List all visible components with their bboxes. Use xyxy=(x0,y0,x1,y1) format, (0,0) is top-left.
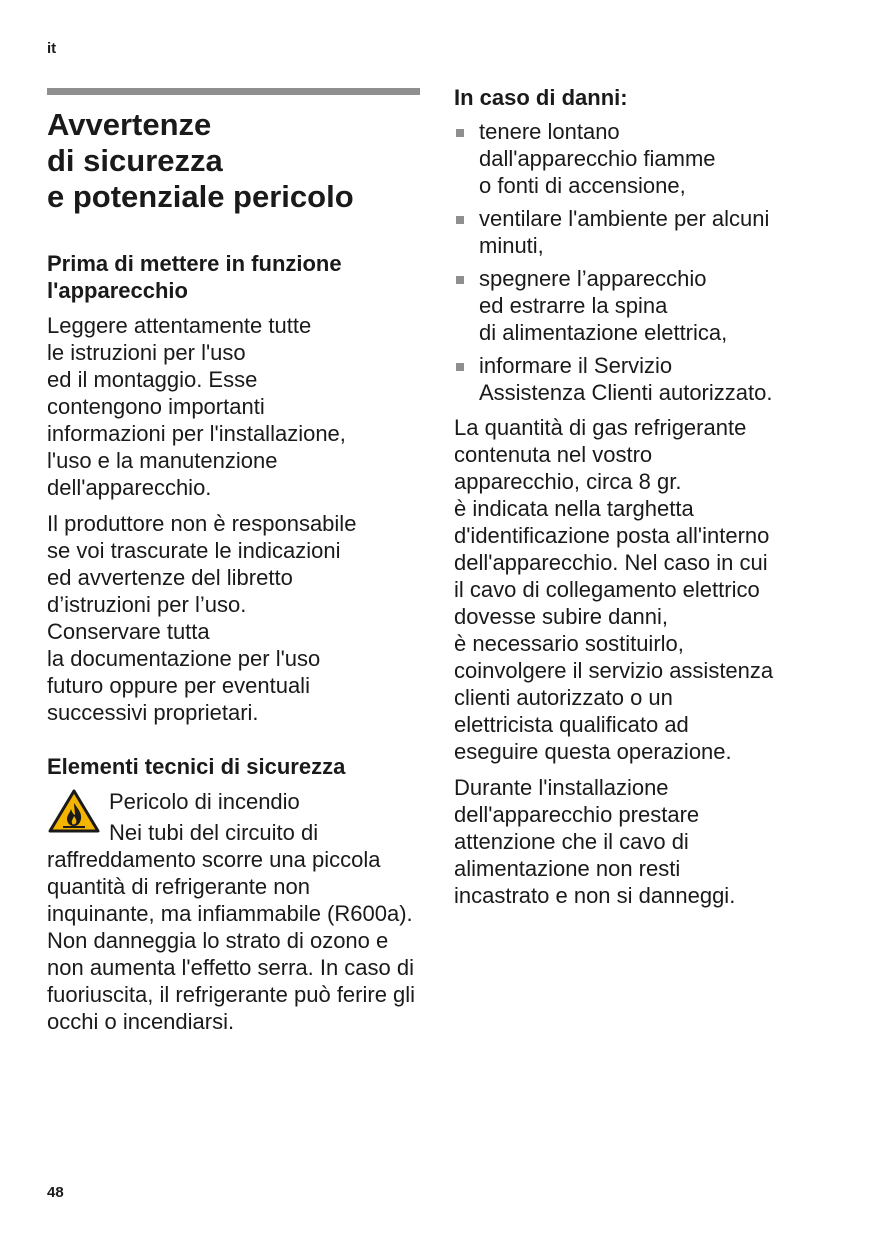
paragraph-manufacturer-liability: Il produttore non è responsabile se voi trascurate le indicazioni ed avvertenze del libretto d’istruzioni per l’uso. Conservare tutta la documentazione per l'uso futuro oppure per eventuali successivi proprietari. xyxy=(47,511,357,725)
section-heading-before-use: Prima di mettere in funzione l'apparecchio xyxy=(47,251,342,303)
section-heading-damage: In caso di danni: xyxy=(454,85,628,110)
section-heading-safety-elements: Elementi tecnici di sicurezza xyxy=(47,754,346,779)
damage-steps-list xyxy=(454,118,834,406)
bullet-icon xyxy=(456,129,464,137)
list-item: ventilare l'ambiente per alcuni minuti, xyxy=(454,205,834,259)
page-title: Avvertenze di sicurezza e potenziale pericolo xyxy=(47,107,354,214)
list-item: tenere lontano dall'apparecchio fiamme o fonti di accensione, xyxy=(454,118,834,199)
list-item: spegnere l’apparecchio ed estrarre la spina di alimentazione elettrica, xyxy=(454,265,834,346)
fire-warning-block xyxy=(47,788,420,1035)
warning-title: Pericolo di incendio xyxy=(109,789,300,814)
language-code: it xyxy=(47,40,57,57)
title-rule xyxy=(47,88,420,95)
right-column xyxy=(454,84,834,918)
paragraph-refrigerant-quantity: La quantità di gas refrigerante contenuta nel vostro apparecchio, circa 8 gr. è indicata nella targhetta d'identificazione posta all'interno dell'apparecchio. Nel caso in cui il cavo di collegamento elettrico dovesse subire danni, è necessario sostituirlo, coinvolgere il servizio assistenza clienti autorizzato o un elettricista qualificato ad eseguire questa operazione. xyxy=(454,415,774,764)
left-column xyxy=(47,88,420,1035)
bullet-icon xyxy=(456,363,464,371)
bullet-icon xyxy=(456,276,464,284)
bullet-icon xyxy=(456,216,464,224)
paragraph-read-instructions: Leggere attentamente tutte le istruzioni per l'uso ed il montaggio. Esse contengono importanti informazioni per l'installazione, l'uso e la manutenzione dell'apparecchio. xyxy=(47,313,346,500)
page-number: 48 xyxy=(47,1184,64,1201)
list-item: informare il Servizio Assistenza Clienti autorizzato. xyxy=(454,352,834,406)
paragraph-installation-cable: Durante l'installazione dell'apparecchio prestare attenzione che il cavo di alimentazione non resti incastrato e non si danneggi. xyxy=(454,775,736,908)
fire-hazard-warning-icon xyxy=(47,788,101,834)
warning-text: Nei tubi del circuito di raffreddamento scorre una piccola quantità di refrigerante non inquinante, ma infiammabile (R600a). Non danneggia lo strato di ozono e non aumenta l'effetto serra. In caso di fuoriuscita, il refrigerante può ferire gli occhi o incendiarsi. xyxy=(47,820,416,1034)
